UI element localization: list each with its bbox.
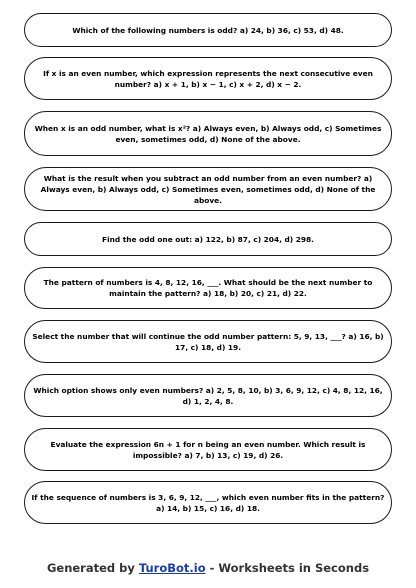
question-card xyxy=(24,374,392,417)
question-card xyxy=(24,481,392,524)
turobot-link[interactable]: TuroBot.io xyxy=(138,561,206,575)
question-text: Select the number that will continue the odd number pattern: 5, 9, 13, ___? a) 16, b) 17, c) 18, d) 19. xyxy=(32,331,384,352)
question-text: If the sequence of numbers is 3, 6, 9, 12, ___, which even number fits in the pattern? a) 14, b) 15, c) 16, d) 18. xyxy=(31,492,385,513)
question-text: If x is an even number, which expression represents the next consecutive even number? a) x + 1, b) x − 1, c) x + 2, d) x − 2. xyxy=(43,68,373,89)
question-text: Find the odd one out: a) 122, b) 87, c) 204, d) 298. xyxy=(102,234,314,244)
question-text: What is the result when you subtract an odd number from an even number? a) Always even, b) Always odd, c) Sometimes even, sometimes odd, d) None of the above. xyxy=(40,173,376,205)
footer xyxy=(0,561,416,575)
question-card xyxy=(24,428,392,471)
question-text: Evaluate the expression 6n + 1 for n being an even number. Which result is impossible? a) 7, b) 13, c) 19, d) 26. xyxy=(50,439,366,460)
question-card xyxy=(24,111,392,156)
question-card xyxy=(24,222,392,256)
question-text: Which option shows only even numbers? a) 2, 5, 8, 10, b) 3, 6, 9, 12, c) 4, 8, 12, 16, d) 1, 2, 4, 8. xyxy=(33,385,383,406)
question-card xyxy=(24,57,392,100)
footer-suffix: - Worksheets in Seconds xyxy=(205,561,370,575)
footer-prefix: Generated by xyxy=(46,561,139,575)
question-card xyxy=(24,320,392,363)
question-text: When x is an odd number, what is x²? a) Always even, b) Always odd, c) Sometimes even, sometimes odd, d) None of the above. xyxy=(34,123,382,144)
question-text: The pattern of numbers is 4, 8, 12, 16, ___. What should be the next number to maintain the pattern? a) 18, b) 20, c) 21, d) 22. xyxy=(43,278,373,298)
question-card xyxy=(24,13,392,47)
question-card xyxy=(24,267,392,309)
question-card xyxy=(24,167,392,211)
question-text: Which of the following numbers is odd? a) 24, b) 36, c) 53, d) 48. xyxy=(72,25,344,35)
